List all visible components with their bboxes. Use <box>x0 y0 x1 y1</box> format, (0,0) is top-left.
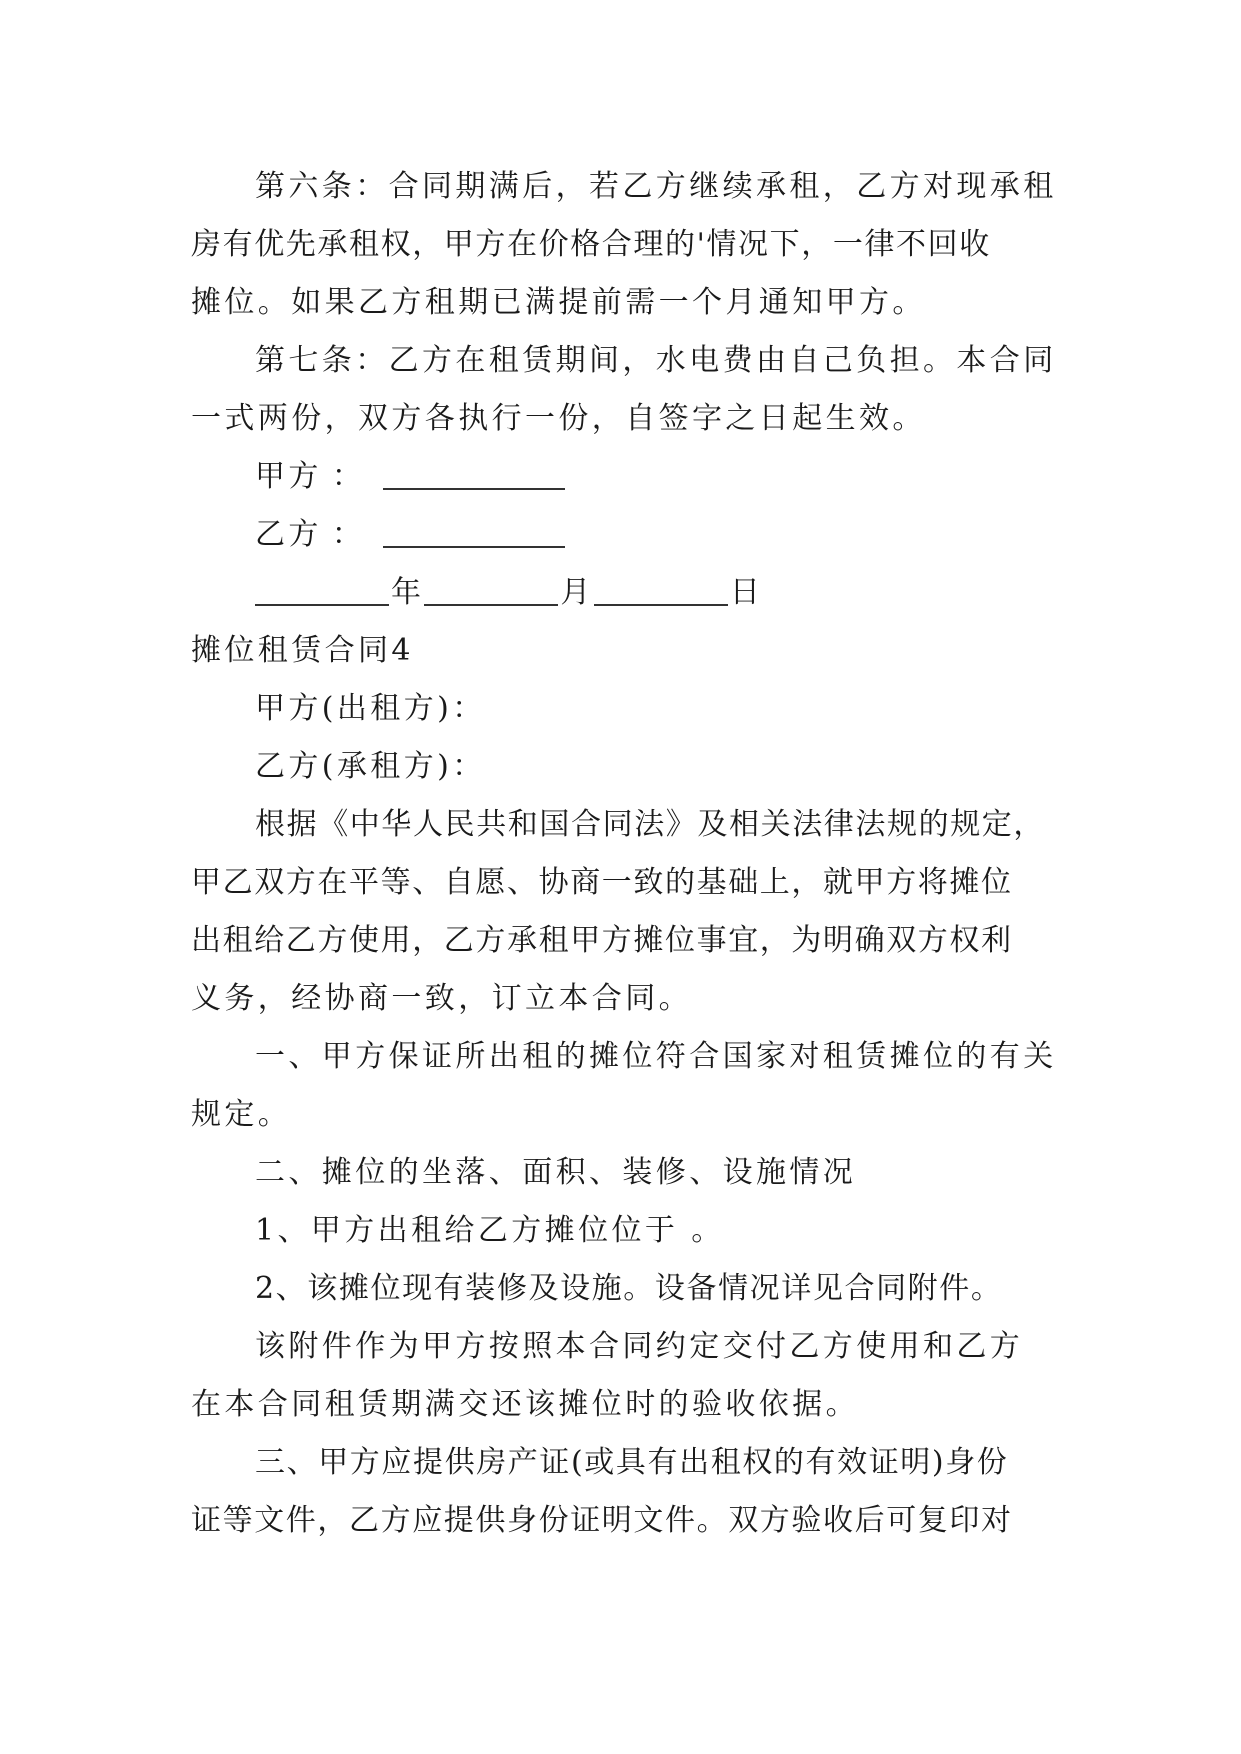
lessee-field: 乙方(承租方)： <box>255 749 486 784</box>
contract-4-title: 摊位租赁合同4 <box>191 633 414 668</box>
year-blank <box>255 570 389 606</box>
clause-2-item-1: 1、甲方出租给乙方摊位位于 。 <box>255 1213 725 1248</box>
month-blank <box>424 570 558 606</box>
preamble-line-2: 甲乙双方在平等、自愿、协商一致的基础上，就甲方将摊位 <box>191 865 1013 900</box>
year-label: 年 <box>391 575 425 610</box>
signature-party-b <box>191 506 1051 564</box>
article-7-line-2: 一式两份，双方各执行一份，自签字之日起生效。 <box>191 401 926 436</box>
month-label: 月 <box>560 575 594 610</box>
party-a-signature-blank <box>383 454 565 490</box>
party-b-label: 乙方 <box>255 517 322 552</box>
article-6-line-2: 房有优先承租权，甲方在价格合理的'情况下，一律不回收 <box>191 227 991 262</box>
preamble-line-3: 出租给乙方使用，乙方承租甲方摊位事宜，为明确双方权利 <box>191 923 1013 958</box>
day-label: 日 <box>729 575 764 610</box>
clause-2-heading: 二、摊位的坐落、面积、装修、设施情况 <box>255 1155 857 1190</box>
lessor-field: 甲方(出租方)： <box>255 691 486 726</box>
clause-3-line-2: 证等文件，乙方应提供身份证明文件。双方验收后可复印对 <box>191 1503 1013 1538</box>
article-6-line-1: 第六条：合同期满后，若乙方继续承租，乙方对现承租 <box>255 169 1057 204</box>
signature-party-a <box>191 448 1051 506</box>
preamble-line-1: 根据《中华人民共和国合同法》及相关法律法规的规定， <box>255 807 1045 842</box>
article-7-line-1: 第七条：乙方在租赁期间，水电费由自己负担。本合同 <box>255 343 1057 378</box>
clause-3-line-1: 三、甲方应提供房产证(或具有出租权的有效证明)身份 <box>255 1445 1009 1480</box>
party-b-colon: ： <box>331 517 366 552</box>
party-a-colon: ： <box>331 459 366 494</box>
article-6-line-3: 摊位。如果乙方租期已满提前需一个月通知甲方。 <box>191 285 926 320</box>
day-blank <box>594 570 728 606</box>
clause-2-annex-line-1: 该附件作为甲方按照本合同约定交付乙方使用和乙方 <box>255 1329 1024 1364</box>
document-body <box>191 158 1057 1550</box>
clause-1-line-2: 规定。 <box>191 1097 292 1132</box>
party-a-label: 甲方 <box>255 459 322 494</box>
party-b-signature-blank <box>383 512 565 548</box>
clause-2-annex-line-2: 在本合同租赁期满交还该摊位时的验收依据。 <box>191 1387 859 1422</box>
preamble-line-4: 义务，经协商一致，订立本合同。 <box>191 981 692 1016</box>
clause-1-line-1: 一、甲方保证所出租的摊位符合国家对租赁摊位的有关 <box>255 1039 1057 1074</box>
signature-date <box>191 564 1051 622</box>
clause-2-item-2: 2、该摊位现有装修及设施。设备情况详见合同附件。 <box>255 1271 1003 1306</box>
